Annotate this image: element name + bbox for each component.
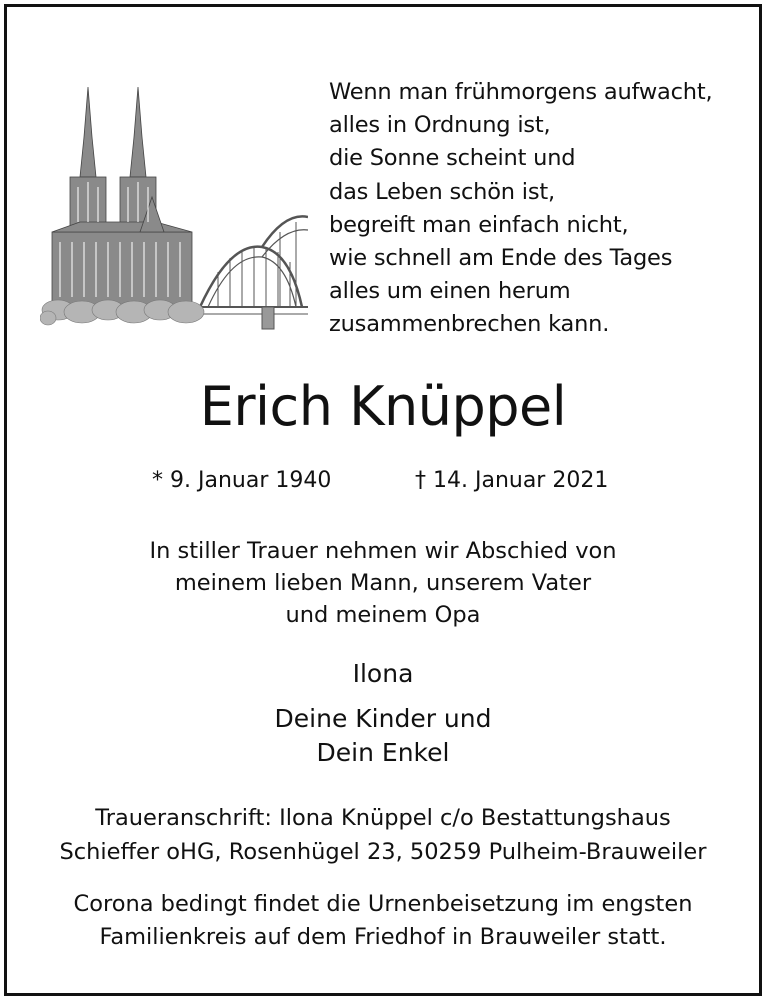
mourning-address <box>0 801 766 869</box>
farewell-line: meinem lieben Mann, unserem Vater <box>174 570 592 596</box>
birth-date: * 9. Januar 1940 <box>152 468 332 493</box>
mourner-family-line: Deine Kinder und <box>274 704 492 733</box>
poem-line: Wenn man frühmorgens aufwacht, <box>329 79 713 105</box>
mourner-family <box>0 702 766 770</box>
poem <box>329 76 749 342</box>
burial-note <box>0 888 766 954</box>
address-line: Schieffer oHG, Rosenhügel 23, 50259 Pulheim-Brauweiler <box>59 839 707 865</box>
address-line: Traueranschrift: Ilona Knüppel c/o Bestattungshaus <box>95 805 671 831</box>
deceased-name: Erich Knüppel <box>199 375 567 438</box>
death-date: † 14. Januar 2021 <box>415 468 609 493</box>
poem-line: die Sonne scheint und <box>329 145 576 172</box>
note-line: Familienkreis auf dem Friedhof in Brauweiler statt. <box>99 924 667 950</box>
mourner-family-line: Dein Enkel <box>316 738 450 767</box>
cologne-cathedral-and-bridge-drawing-icon <box>40 82 308 334</box>
farewell-text <box>0 535 766 631</box>
note-line: Corona bedingt findet die Urnenbeisetzung im engsten <box>73 891 693 917</box>
poem-line: alles in Ordnung ist, <box>329 112 551 139</box>
farewell-line: In stiller Trauer nehmen wir Abschied von <box>149 538 617 564</box>
farewell-line: und meinem Opa <box>285 602 481 628</box>
poem-line: wie schnell am Ende des Tages <box>329 245 673 272</box>
poem-line: alles um einen herum <box>329 278 571 305</box>
life-dates <box>0 465 766 497</box>
mourner-spouse: Ilona <box>352 659 414 688</box>
poem-line: zusammenbrechen kann. <box>329 311 610 338</box>
poem-line: das Leben schön ist, <box>329 178 555 205</box>
poem-line: begreift man einfach nicht, <box>329 211 629 238</box>
